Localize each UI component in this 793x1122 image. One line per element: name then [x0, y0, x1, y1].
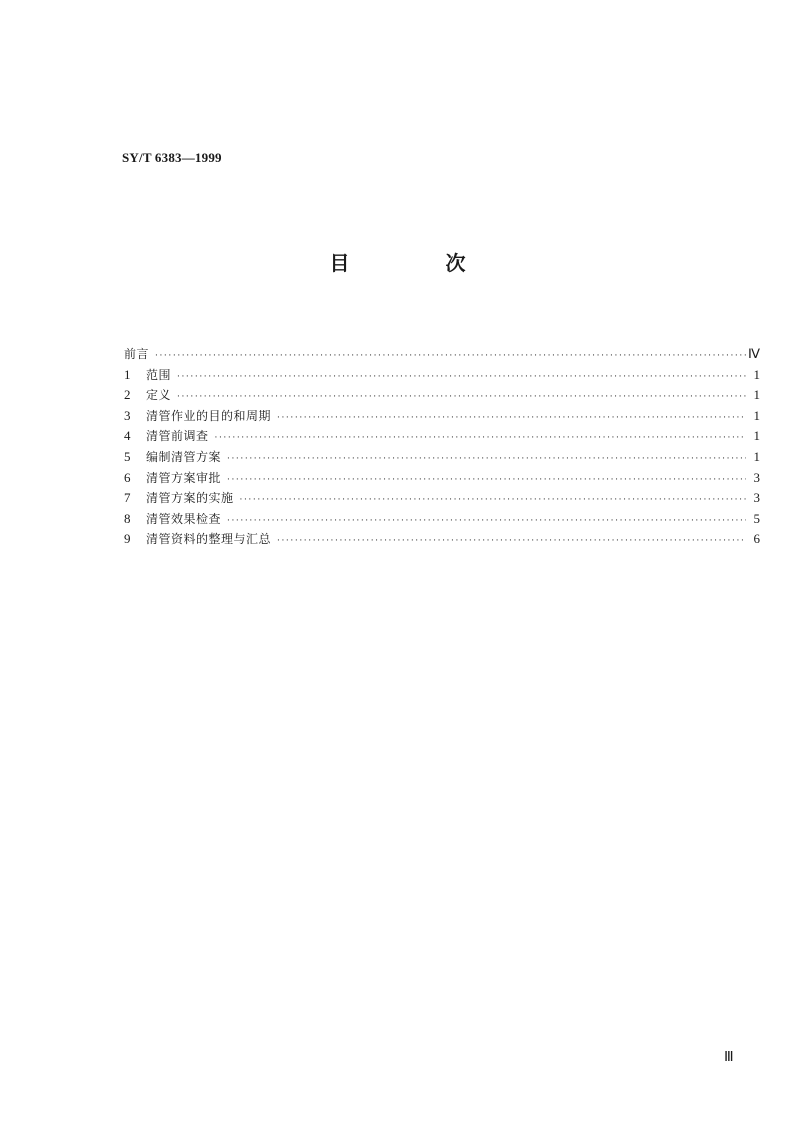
toc-page: 1 [753, 448, 760, 464]
toc-entry[interactable] [124, 447, 760, 468]
toc-number: 6 [124, 469, 131, 485]
toc-label: 范围 [146, 367, 172, 382]
toc-entry[interactable] [124, 426, 760, 447]
toc-label: 清管作业的目的和周期 [146, 408, 272, 423]
page-number: Ⅲ [724, 1050, 733, 1065]
toc-entry[interactable] [124, 468, 760, 489]
toc-label: 清管方案的实施 [146, 491, 234, 506]
toc-entry[interactable] [124, 385, 760, 406]
toc-entry-foreword[interactable] [124, 344, 760, 365]
toc-page: 1 [753, 387, 760, 403]
toc-entry[interactable] [124, 365, 760, 386]
toc-number: 2 [124, 387, 131, 403]
toc-number: 8 [124, 510, 131, 526]
toc-entry[interactable] [124, 529, 760, 550]
toc-number: 7 [124, 490, 131, 506]
toc-page: 5 [753, 510, 760, 526]
standard-code: SY/T 6383—1999 [122, 150, 222, 165]
toc-label: 清管方案审批 [146, 470, 222, 485]
toc-leader [177, 367, 746, 388]
toc-number: 5 [124, 448, 131, 464]
toc-label: 编制清管方案 [146, 449, 222, 464]
toc-number: 9 [124, 531, 131, 547]
toc-page: 6 [753, 531, 760, 547]
toc-leader [277, 531, 746, 552]
toc-leader [227, 470, 746, 491]
toc-page: 1 [753, 366, 760, 382]
toc-label: 定义 [146, 388, 172, 403]
toc-entry[interactable] [124, 406, 760, 427]
toc-leader [227, 449, 746, 470]
toc-entry[interactable] [124, 488, 760, 509]
toc-page: 1 [753, 428, 760, 444]
toc-number: 1 [124, 366, 131, 382]
toc-number: 4 [124, 428, 131, 444]
toc-label: 前言 [124, 347, 150, 361]
toc-label: 清管前调查 [146, 429, 209, 444]
toc-page: 3 [753, 490, 760, 506]
toc-page: Ⅳ [748, 346, 760, 361]
toc-leader [155, 346, 746, 367]
table-of-contents [124, 344, 760, 550]
toc-leader [277, 408, 746, 429]
toc-leader [240, 490, 746, 511]
toc-page: 1 [753, 407, 760, 423]
toc-leader [177, 387, 746, 408]
toc-leader [227, 511, 746, 532]
toc-number: 3 [124, 407, 131, 423]
toc-page: 3 [753, 469, 760, 485]
toc-label: 清管效果检查 [146, 511, 222, 526]
toc-label: 清管资料的整理与汇总 [146, 532, 272, 547]
toc-leader [215, 428, 746, 449]
toc-entry[interactable] [124, 509, 760, 530]
page-title: 目 次 [329, 251, 504, 275]
